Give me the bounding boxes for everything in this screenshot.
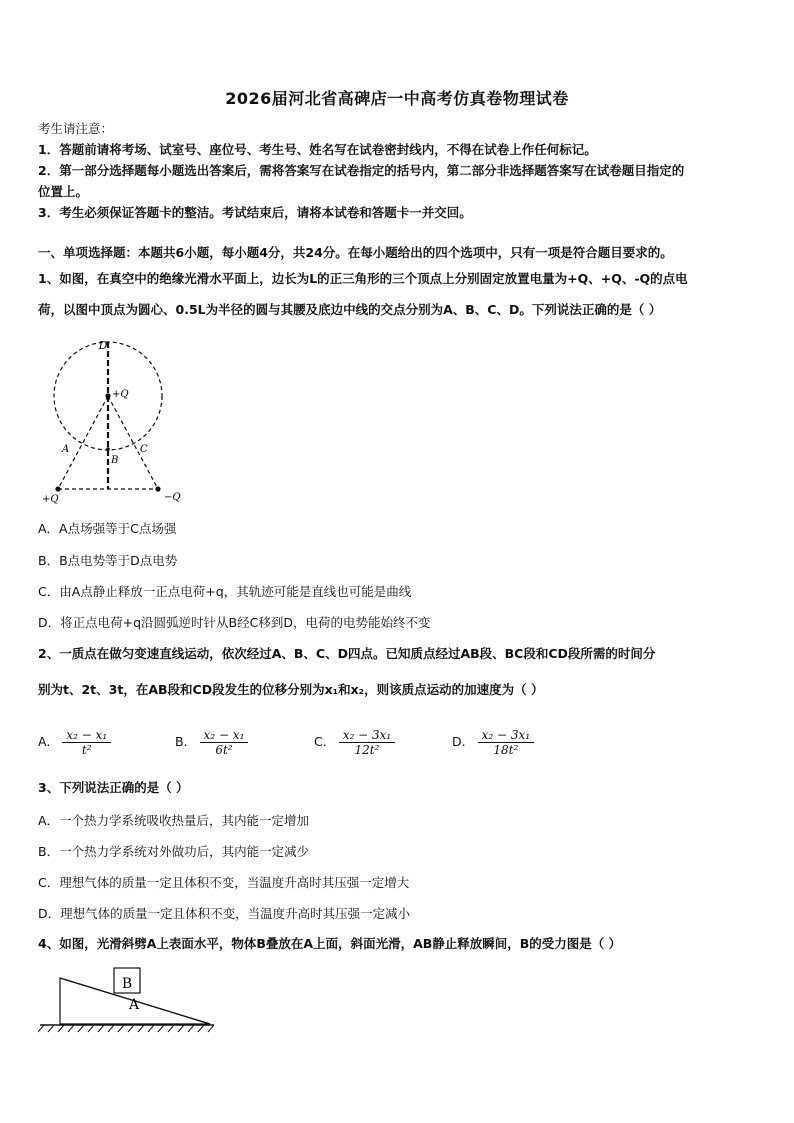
q2-option-b-label: B. bbox=[175, 734, 188, 749]
q2-option-d-denominator: 18t² bbox=[493, 743, 519, 757]
q1-stem-line2: 荷，以图中顶点为圆心、0.5L为半径的圆与其腰及底边中线的交点分别为A、B、C、D。下列说法正确的是（ ） bbox=[38, 302, 662, 317]
q1-label-c: C bbox=[140, 444, 148, 455]
q4-figure bbox=[38, 962, 218, 1042]
q1-left-side bbox=[58, 396, 108, 489]
q4-stem: 4、如图，光滑斜劈A上表面水平，物体B叠放在A上面，斜面光滑，AB静止释放瞬间，B的受力图是（ ） bbox=[38, 936, 622, 951]
q2-option-b-denominator: 6t² bbox=[215, 743, 233, 757]
q3-option-d: D．理想气体的质量一定且体积不变，当温度升高时其压强一定减小 bbox=[38, 906, 411, 921]
q1-top-charge bbox=[105, 393, 110, 398]
q2-option-d-fraction bbox=[478, 728, 534, 757]
notice-item-3: 3．考生必须保证答题卡的整洁。考试结束后，请将本试卷和答题卡一并交回。 bbox=[38, 205, 472, 220]
q1-right-side bbox=[108, 396, 158, 489]
q1-option-a: A．A点场强等于C点场强 bbox=[38, 521, 177, 536]
notice-item-2-cont: 位置上。 bbox=[38, 184, 89, 199]
notice-item-2: 2．第一部分选择题每小题选出答案后，需将答案写在试卷指定的括号内，第二部分非选择题答案写在试卷题目指定的 bbox=[38, 163, 685, 178]
notice-item-1: 1．答题前请将考场、试室号、座位号、考生号、姓名写在试卷密封线内，不得在试卷上作任何标记。 bbox=[38, 142, 597, 157]
q2-option-c-denominator: 12t² bbox=[354, 743, 380, 757]
q4-label-a: A bbox=[128, 997, 140, 1013]
q3-option-c: C．理想气体的质量一定且体积不变，当温度升高时其压强一定增大 bbox=[38, 875, 410, 890]
q2-option-b-fraction bbox=[200, 728, 249, 757]
q1-label-a: A bbox=[62, 444, 70, 455]
q4-label-b: B bbox=[121, 976, 133, 992]
q2-option-a-label: A. bbox=[38, 734, 51, 749]
q1-left-charge bbox=[55, 486, 60, 491]
q2-option-a-numerator: x₂ − x₁ bbox=[62, 728, 111, 743]
q1-label-left: +Q bbox=[42, 494, 59, 505]
q2-option-c-label: C. bbox=[314, 734, 327, 749]
q2-stem-line1: 2、一质点在做匀变速直线运动，依次经过A、B、C、D四点。已知质点经过AB段、BC段和CD段所需的时间分 bbox=[38, 646, 656, 661]
notice-heading: 考生请注意： bbox=[38, 121, 114, 136]
q1-option-b: B．B点电势等于D点电势 bbox=[38, 553, 178, 568]
q1-right-charge bbox=[155, 486, 160, 491]
q1-label-d: D bbox=[98, 339, 108, 352]
q2-option-a bbox=[38, 728, 111, 757]
q2-option-a-denominator: t² bbox=[81, 743, 92, 757]
q3-option-a: A．一个热力学系统吸收热量后，其内能一定增加 bbox=[38, 813, 310, 828]
q1-option-c: C．由A点静止释放一正点电荷+q，其轨迹可能是直线也可能是曲线 bbox=[38, 584, 412, 599]
section-heading: 一、单项选择题：本题共6小题，每小题4分，共24分。在每小题给出的四个选项中，只有一项是符合题目要求的。 bbox=[38, 245, 673, 260]
q2-option-b bbox=[175, 728, 248, 757]
q2-option-c-fraction bbox=[339, 728, 395, 757]
q2-option-c-numerator: x₂ − 3x₁ bbox=[339, 728, 395, 743]
q2-stem-line2: 别为t、2t、3t，在AB段和CD段发生的位移分别为x₁和x₂，则该质点运动的加速度为（ ） bbox=[38, 682, 544, 697]
q1-point-b bbox=[106, 447, 110, 451]
q3-stem: 3、下列说法正确的是（ ） bbox=[38, 780, 189, 795]
q1-option-d: D．将正点电荷+q沿圆弧逆时针从B经C移到D，电荷的电势能始终不变 bbox=[38, 615, 431, 630]
q1-label-b: B bbox=[111, 455, 119, 466]
page-title: 2026届河北省高碑店一中高考仿真卷物理试卷 bbox=[225, 89, 569, 108]
q2-option-d-numerator: x₂ − 3x₁ bbox=[478, 728, 534, 743]
q1-figure bbox=[40, 334, 190, 506]
q3-option-b: B．一个热力学系统对外做功后，其内能一定减少 bbox=[38, 844, 310, 859]
q2-option-c bbox=[314, 728, 395, 757]
q4-ground-hatching bbox=[38, 1025, 214, 1032]
q1-label-right: −Q bbox=[164, 492, 181, 503]
q2-option-a-fraction bbox=[62, 728, 111, 757]
q1-stem-line1: 1、如图，在真空中的绝缘光滑水平面上，边长为L的正三角形的三个顶点上分别固定放置电量为+Q、+Q、-Q的点电 bbox=[38, 271, 688, 286]
q2-option-b-numerator: x₂ − x₁ bbox=[200, 728, 249, 743]
q1-label-top: +Q bbox=[112, 389, 129, 400]
q2-option-d-label: D. bbox=[452, 734, 466, 749]
q2-option-d bbox=[452, 728, 534, 757]
